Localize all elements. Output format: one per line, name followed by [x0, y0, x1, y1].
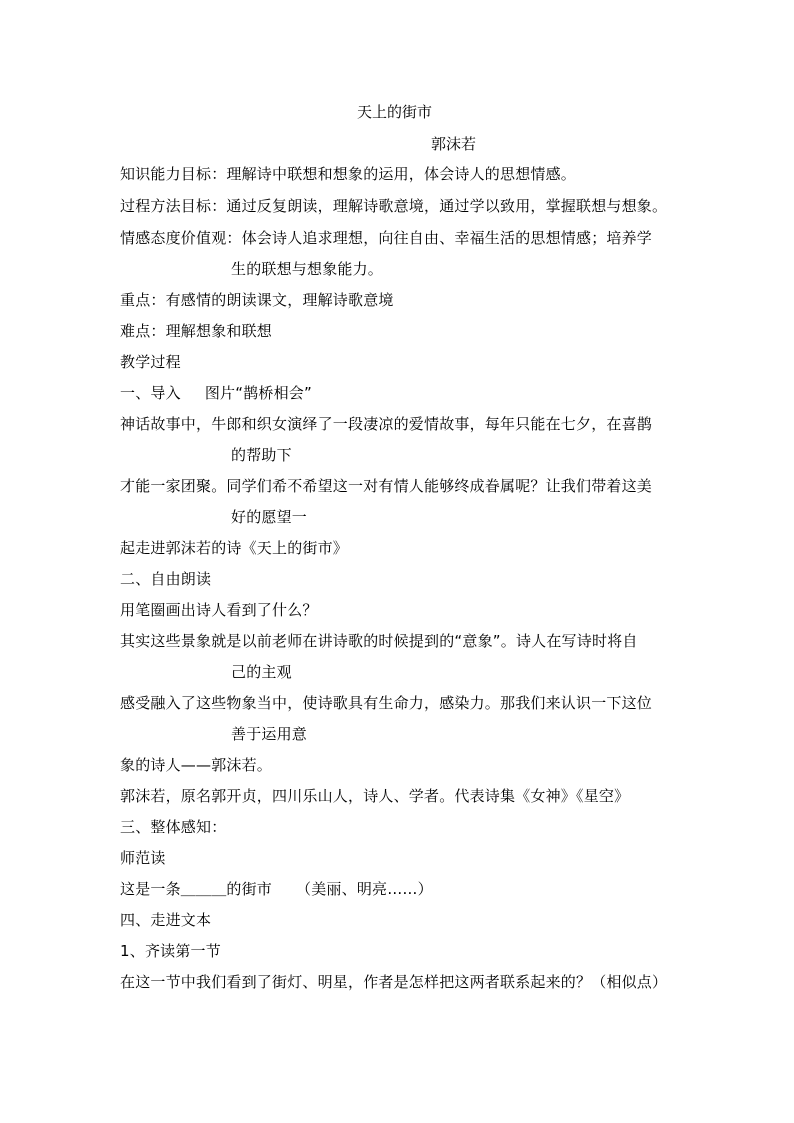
story-line-3: 起走进郭沫若的诗《天上的街市》 — [120, 539, 349, 557]
teaching-process-heading: 教学过程 — [120, 353, 181, 371]
section-intro-label: 一、导入 — [120, 384, 181, 402]
objective-emotion: 情感态度价值观：体会诗人追求理想，向往自由、幸福生活的思想情感；培养学 — [120, 229, 653, 247]
story-line-2: 才能一家团聚。同学们希不希望这一对有情人能够终成眷属呢？让我们带着这美 — [120, 477, 653, 495]
fill-blank-hint: （美丽、明亮……） — [296, 880, 433, 898]
story-line-1: 神话故事中，牛郎和织女演绎了一段凄凉的爱情故事，每年只能在七夕，在喜鹊 — [120, 415, 653, 433]
fill-blank-prompt: 这是一条＿＿＿的街市 — [120, 880, 273, 898]
fill-blank-line — [120, 879, 680, 899]
author-introduction: 郭沫若，原名郭开贞，四川乐山人，诗人、学者。代表诗集《女神》《星空》 — [120, 787, 630, 805]
key-point: 重点：有感情的朗读课文，理解诗歌意境 — [120, 291, 394, 309]
first-stanza-reading: 1、齐读第一节 — [120, 942, 221, 960]
section-intro — [120, 383, 680, 403]
imagery-line-2: 感受融入了这些物象当中，使诗歌具有生命力，感染力。那我们来认识一下这位 — [120, 694, 653, 712]
objective-knowledge: 知识能力目标：理解诗中联想和想象的运用，体会诗人的思想情感。 — [120, 165, 577, 183]
section-intro-image-note: 图片“鹊桥相会” — [204, 384, 312, 402]
section-overall-perception: 三、整体感知： — [120, 818, 227, 836]
story-line-1-continued: 的帮助下 — [231, 446, 292, 464]
objective-process: 过程方法目标：通过反复朗读，理解诗歌意境，通过学以致用，掌握联想与想象。 — [120, 197, 668, 215]
document-author: 郭沫若 — [431, 135, 477, 153]
reading-question: 用笔圈画出诗人看到了什么？ — [120, 601, 318, 619]
objective-emotion-continued: 生的联想与想象能力。 — [231, 260, 384, 278]
document-title: 天上的街市 — [357, 103, 433, 121]
teacher-model-reading: 师范读 — [120, 849, 166, 867]
imagery-line-3: 象的诗人——郭沫若。 — [120, 756, 273, 774]
story-line-2-continued: 好的愿望一 — [231, 508, 308, 526]
difficult-point: 难点：理解想象和联想 — [120, 322, 273, 340]
imagery-line-1: 其实这些景象就是以前老师在讲诗歌的时候提到的“意象”。诗人在写诗时将自 — [120, 632, 638, 650]
section-enter-text: 四、走进文本 — [120, 911, 212, 929]
imagery-line-2-continued: 善于运用意 — [231, 725, 308, 743]
section-free-reading: 二、自由朗读 — [120, 570, 212, 588]
first-stanza-question: 在这一节中我们看到了街灯、明星，作者是怎样把这两者联系起来的？（相似点） — [120, 973, 668, 991]
imagery-line-1-continued: 己的主观 — [231, 663, 292, 681]
